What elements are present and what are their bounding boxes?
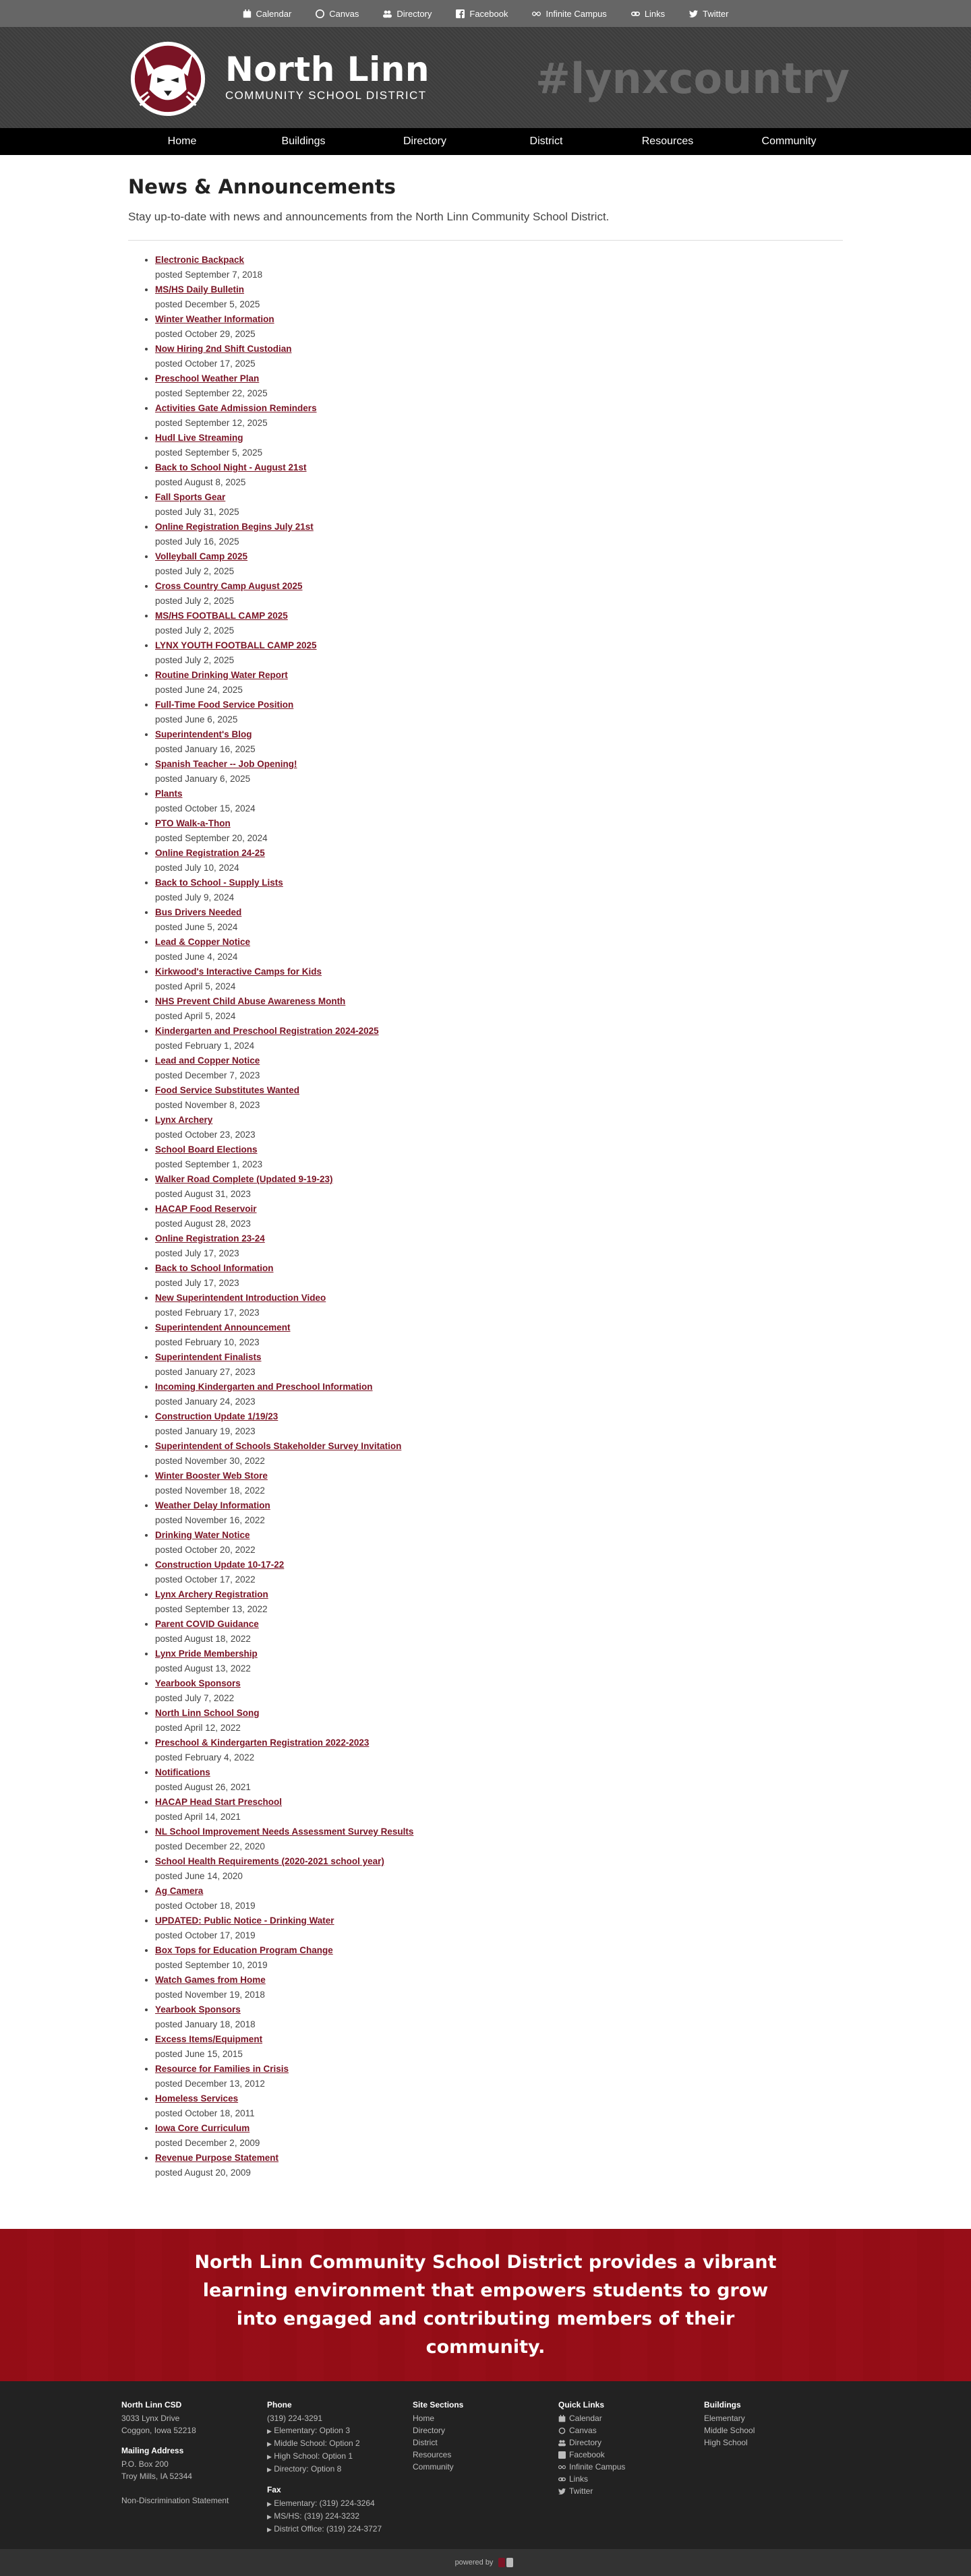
news-item — [155, 549, 843, 579]
news-item — [155, 401, 843, 431]
news-date: posted December 7, 2023 — [155, 1070, 260, 1080]
topbar-link-links[interactable] — [631, 9, 665, 19]
footer-building-link[interactable]: Middle School — [704, 2426, 755, 2435]
footer-site-sections — [413, 2399, 558, 2536]
news-item — [155, 1142, 843, 1172]
news-item — [155, 1736, 843, 1765]
news-title-link[interactable]: • Superintendent Finalists — [155, 1352, 262, 1362]
news-date: posted November 18, 2022 — [155, 1485, 265, 1496]
news-date: posted January 6, 2025 — [155, 774, 251, 784]
news-title-link[interactable]: • Walker Road Complete (Updated 9-19-23) — [155, 1174, 333, 1184]
news-date: posted April 14, 2021 — [155, 1812, 241, 1822]
footer-heading: Fax — [267, 2485, 281, 2494]
news-title-link[interactable]: • Lynx Archery Registration — [155, 1589, 268, 1599]
canvas-icon — [558, 2427, 566, 2434]
school-subtitle: COMMUNITY SCHOOL DISTRICT — [225, 89, 427, 102]
news-title-link[interactable]: • Weather Delay Information — [155, 1500, 270, 1510]
news-item — [155, 1765, 843, 1795]
news-item — [155, 253, 843, 282]
news-title-link[interactable]: • Bus Drivers Needed — [155, 907, 242, 917]
footer-building-link[interactable]: Elementary — [704, 2414, 745, 2423]
footer-heading: Phone — [267, 2400, 292, 2410]
news-date: posted September 12, 2025 — [155, 418, 268, 428]
page-title: News & Announcements — [128, 175, 396, 198]
school-name: North Linn — [225, 50, 430, 89]
news-title-link[interactable]: • Kindergarten and Preschool Registration 2024-2025 — [155, 1026, 379, 1036]
news-item — [155, 1261, 843, 1291]
topbar-link-label: Calendar — [256, 8, 292, 19]
news-item — [155, 460, 843, 490]
news-title-link[interactable]: • HACAP Head Start Preschool — [155, 1797, 283, 1807]
news-item — [155, 2032, 843, 2062]
caret-right-icon: ▶ — [267, 2526, 272, 2533]
calendar-icon — [558, 2415, 566, 2422]
news-title-link[interactable]: • School Board Elections — [155, 1144, 258, 1155]
news-title-link[interactable]: • Parent COVID Guidance — [155, 1619, 259, 1629]
phone-option: ▶ High School: Option 1 — [267, 2451, 353, 2461]
news-item — [155, 698, 843, 727]
mission-banner — [0, 2229, 971, 2381]
nav-item-resources[interactable]: Resources — [641, 135, 694, 147]
topbar-link-label: Directory — [396, 8, 432, 19]
footer-heading: Site Sections — [413, 2400, 464, 2410]
news-date: posted September 13, 2022 — [155, 1604, 268, 1614]
news-title-link[interactable]: • Incoming Kindergarten and Preschool Information — [155, 1382, 373, 1392]
news-date: posted October 17, 2025 — [155, 359, 256, 369]
news-date: posted January 18, 2018 — [155, 2019, 256, 2029]
footer-section-link[interactable]: District — [413, 2438, 438, 2447]
news-title-link[interactable]: • Full-Time Food Service Position — [155, 700, 294, 710]
news-item — [155, 2062, 843, 2091]
phone-option: ▶ Middle School: Option 2 — [267, 2439, 360, 2448]
news-item — [155, 846, 843, 876]
news-item — [155, 727, 843, 757]
news-title-link[interactable]: • Ag Camera — [155, 1886, 204, 1896]
phone-main: (319) 224-3291 — [267, 2414, 323, 2423]
news-date: posted July 7, 2022 — [155, 1693, 235, 1703]
people-icon — [558, 2439, 566, 2447]
news-date: posted July 2, 2025 — [155, 596, 235, 606]
news-title-link[interactable]: • Food Service Substitutes Wanted — [155, 1085, 300, 1095]
news-item — [155, 1884, 843, 1913]
news-title-link[interactable]: • Plants — [155, 789, 183, 799]
news-title-link[interactable]: • Cross Country Camp August 2025 — [155, 581, 303, 591]
news-item — [155, 2002, 843, 2032]
news-date: posted January 19, 2023 — [155, 1426, 256, 1436]
news-date: posted October 18, 2019 — [155, 1901, 256, 1911]
news-date: posted December 5, 2025 — [155, 299, 260, 309]
news-item — [155, 816, 843, 846]
news-title-link[interactable]: • Superintendent Announcement — [155, 1322, 291, 1332]
news-date: posted September 10, 2019 — [155, 1960, 268, 1970]
news-item — [155, 431, 843, 460]
facebook-icon — [558, 2451, 566, 2459]
nav-item-community[interactable]: Community — [761, 135, 817, 147]
news-date: posted August 13, 2022 — [155, 1663, 251, 1674]
news-item — [155, 1973, 843, 2002]
news-item — [155, 1350, 843, 1380]
news-title-link[interactable]: • Homeless Services — [155, 2093, 239, 2104]
footer-heading: North Linn CSD — [121, 2400, 182, 2410]
news-date: posted August 26, 2021 — [155, 1782, 251, 1792]
news-date: posted November 30, 2022 — [155, 1456, 265, 1466]
news-date: posted August 28, 2023 — [155, 1219, 251, 1229]
news-title-link[interactable]: • NHS Prevent Child Abuse Awareness Month — [155, 996, 346, 1006]
caret-right-icon: ▶ — [267, 2513, 272, 2520]
news-title-link[interactable]: • NL School Improvement Needs Assessment Survey Results — [155, 1827, 414, 1837]
news-title-link[interactable]: • Lynx Archery — [155, 1115, 213, 1125]
news-item — [155, 1617, 843, 1647]
news-item — [155, 2151, 843, 2180]
news-item — [155, 787, 843, 816]
news-title-link[interactable]: • Preschool Weather Plan — [155, 373, 260, 384]
twitter-icon — [689, 9, 698, 18]
news-item — [155, 282, 843, 312]
news-title-link[interactable]: • Spanish Teacher -- Job Opening! — [155, 759, 297, 769]
news-date: posted January 27, 2023 — [155, 1367, 256, 1377]
home-logo-link[interactable] — [128, 36, 430, 119]
calendar-icon — [243, 9, 252, 18]
news-date: posted July 17, 2023 — [155, 1248, 239, 1258]
news-title-link[interactable]: • Electronic Backpack — [155, 255, 245, 265]
news-item — [155, 905, 843, 935]
news-item — [155, 1439, 843, 1469]
news-title-link[interactable]: • UPDATED: Public Notice - Drinking Water — [155, 1915, 334, 1926]
news-date: posted October 15, 2024 — [155, 803, 256, 814]
news-date: posted April 5, 2024 — [155, 981, 236, 991]
news-date: posted July 16, 2025 — [155, 536, 239, 547]
fax-line: ▶ Elementary: (319) 224-3264 — [267, 2498, 375, 2508]
news-title-link[interactable]: • Lead and Copper Notice — [155, 1055, 260, 1066]
news-title-link[interactable]: • PTO Walk-a-Thon — [155, 818, 231, 828]
news-item — [155, 1528, 843, 1558]
news-title-link[interactable]: • Preschool & Kindergarten Registration 2022-2023 — [155, 1738, 370, 1748]
hashtag-text: #lynxcountry — [535, 54, 850, 103]
news-title-link[interactable]: • Online Registration Begins July 21st — [155, 522, 314, 532]
news-title-link[interactable]: • Excess Items/Equipment — [155, 2034, 263, 2044]
news-item — [155, 1854, 843, 1884]
news-date: posted November 16, 2022 — [155, 1515, 265, 1525]
news-date: posted June 6, 2025 — [155, 714, 238, 725]
news-date: posted September 5, 2025 — [155, 448, 263, 458]
news-title-link[interactable]: • Lynx Pride Membership — [155, 1649, 258, 1659]
news-date: posted January 24, 2023 — [155, 1397, 256, 1407]
news-item — [155, 1113, 843, 1142]
news-list — [128, 253, 843, 2180]
news-item — [155, 520, 843, 549]
address-line: Troy Mills, IA 52344 — [121, 2472, 192, 2481]
news-title-link[interactable]: • Fall Sports Gear — [155, 492, 226, 502]
address-line: 3033 Lynx Drive — [121, 2414, 180, 2423]
news-title-link[interactable]: • School Health Requirements (2020-2021 school year) — [155, 1856, 384, 1866]
mission-statement: North Linn Community School District provides a vibrant learning environment that empowers students to grow into engaged and contributing members of their community. — [194, 2252, 777, 2358]
news-item — [155, 1053, 843, 1083]
news-item — [155, 1824, 843, 1854]
news-item — [155, 1795, 843, 1824]
news-item — [155, 1024, 843, 1053]
news-date: posted June 4, 2024 — [155, 952, 238, 962]
news-item — [155, 579, 843, 609]
news-date: posted November 8, 2023 — [155, 1100, 260, 1110]
news-title-link[interactable]: • Winter Booster Web Store — [155, 1471, 268, 1481]
news-date: posted November 19, 2018 — [155, 1990, 265, 2000]
news-title-link[interactable]: • Revenue Purpose Statement — [155, 2153, 279, 2163]
nav-item-district[interactable]: District — [529, 135, 563, 147]
news-title-link[interactable]: • Resource for Families in Crisis — [155, 2064, 289, 2074]
footer-heading: Mailing Address — [121, 2446, 184, 2455]
topbar-link-label: Twitter — [703, 8, 729, 19]
news-date: posted July 2, 2025 — [155, 566, 235, 576]
news-date: posted August 8, 2025 — [155, 477, 246, 487]
news-title-link[interactable]: • HACAP Food Reservoir — [155, 1204, 257, 1214]
news-title-link[interactable]: • Box Tops for Education Program Change — [155, 1945, 333, 1955]
link-icon — [558, 2476, 566, 2483]
vendor-logo-icon[interactable] — [498, 2556, 516, 2569]
news-date: posted August 18, 2022 — [155, 1634, 251, 1644]
news-item — [155, 312, 843, 342]
topbar-link-calendar[interactable] — [243, 9, 292, 19]
news-title-link[interactable]: • Superintendent of Schools Stakeholder Survey Invitation — [155, 1441, 402, 1451]
news-title-link[interactable]: • New Superintendent Introduction Video — [155, 1293, 326, 1303]
news-item — [155, 1380, 843, 1409]
news-date: posted September 20, 2024 — [155, 833, 268, 843]
nav-item-home[interactable]: Home — [167, 135, 197, 147]
news-item — [155, 342, 843, 371]
footer-section-link[interactable]: Directory — [413, 2426, 446, 2435]
main-content — [128, 155, 843, 2229]
news-title-link[interactable]: • Hudl Live Streaming — [155, 433, 243, 443]
main-nav — [0, 128, 971, 155]
fax-line: ▶ District Office: (319) 224-3727 — [267, 2524, 382, 2534]
quicklink-calendar[interactable]: Calendar — [558, 2412, 704, 2424]
news-date: posted September 1, 2023 — [155, 1159, 263, 1169]
news-item — [155, 757, 843, 787]
news-title-link[interactable]: • Watch Games from Home — [155, 1975, 266, 1985]
news-date: posted February 1, 2024 — [155, 1041, 255, 1051]
news-title-link[interactable]: • Yearbook Sponsors — [155, 1678, 241, 1688]
news-date: posted October 29, 2025 — [155, 329, 256, 339]
news-date: posted April 12, 2022 — [155, 1723, 241, 1733]
news-title-link[interactable]: • Iowa Core Curriculum — [155, 2123, 250, 2133]
news-date: posted June 15, 2015 — [155, 2049, 243, 2059]
news-date: posted July 2, 2025 — [155, 655, 235, 665]
news-title-link[interactable]: • Back to School Information — [155, 1263, 274, 1273]
lynx-logo — [128, 36, 208, 119]
news-title-link[interactable]: • Yearbook Sponsors — [155, 2004, 241, 2015]
news-item — [155, 1469, 843, 1498]
address-line: Coggon, Iowa 52218 — [121, 2426, 196, 2435]
news-title-link[interactable]: • Back to School - Supply Lists — [155, 878, 283, 888]
news-title-link[interactable]: • Winter Weather Information — [155, 314, 274, 324]
news-date: posted October 18, 2011 — [155, 2108, 255, 2118]
news-title-link[interactable]: • Now Hiring 2nd Shift Custodian — [155, 344, 292, 354]
topbar-link-directory[interactable] — [383, 9, 432, 19]
news-date: posted June 14, 2020 — [155, 1871, 243, 1881]
news-item — [155, 876, 843, 905]
caret-right-icon: ▶ — [267, 2441, 272, 2447]
news-date: posted July 9, 2024 — [155, 892, 235, 902]
news-title-link[interactable]: • Construction Update 10-17-22 — [155, 1560, 285, 1570]
footer-address — [121, 2399, 267, 2536]
footer-buildings — [704, 2399, 850, 2536]
people-icon — [383, 9, 392, 18]
news-item — [155, 1647, 843, 1676]
news-date: posted August 31, 2023 — [155, 1189, 251, 1199]
phone-option: ▶ Elementary: Option 3 — [267, 2426, 350, 2435]
news-item — [155, 1291, 843, 1320]
news-item — [155, 994, 843, 1024]
topbar-link-label: Links — [644, 8, 666, 19]
news-title-link[interactable]: • Construction Update 1/19/23 — [155, 1411, 278, 1421]
news-date: posted October 17, 2022 — [155, 1574, 256, 1585]
news-item — [155, 2121, 843, 2151]
news-title-link[interactable]: • Drinking Water Notice — [155, 1530, 250, 1540]
news-date: posted January 16, 2025 — [155, 744, 256, 754]
news-date: posted October 20, 2022 — [155, 1545, 256, 1555]
news-date: posted December 2, 2009 — [155, 2138, 260, 2148]
news-item — [155, 638, 843, 668]
news-title-link[interactable]: • Routine Drinking Water Report — [155, 670, 288, 680]
link-icon — [631, 9, 640, 18]
news-title-link[interactable]: • Online Registration 24-25 — [155, 848, 265, 858]
non-discrimination-link[interactable]: Non-Discrimination Statement — [121, 2496, 229, 2505]
news-date: posted December 13, 2012 — [155, 2079, 265, 2089]
caret-right-icon: ▶ — [267, 2453, 272, 2460]
news-date: posted February 4, 2022 — [155, 1752, 255, 1762]
news-title-link[interactable]: • MS/HS FOOTBALL CAMP 2025 — [155, 611, 288, 621]
news-date: posted July 10, 2024 — [155, 863, 239, 873]
news-item — [155, 1231, 843, 1261]
site-footer — [0, 2381, 971, 2549]
facebook-icon — [456, 9, 465, 18]
topbar-link-label: Canvas — [329, 8, 359, 19]
news-title-link[interactable]: • Superintendent's Blog — [155, 729, 252, 739]
news-item — [155, 1587, 843, 1617]
news-item — [155, 1558, 843, 1587]
utility-bar — [0, 0, 971, 27]
news-date: posted October 23, 2023 — [155, 1130, 256, 1140]
topbar-link-label: Infinite Campus — [546, 8, 607, 19]
news-date: posted August 20, 2009 — [155, 2168, 251, 2178]
footer-heading: Buildings — [704, 2400, 741, 2410]
news-item — [155, 490, 843, 520]
topbar-link-infinite-campus[interactable] — [532, 9, 606, 19]
news-title-link[interactable]: • Notifications — [155, 1767, 210, 1777]
news-date: posted September 7, 2018 — [155, 270, 263, 280]
news-item — [155, 1320, 843, 1350]
footer-section-link[interactable]: Resources — [413, 2450, 452, 2459]
footer-phone — [267, 2399, 413, 2536]
news-item — [155, 1676, 843, 1706]
footer-building-link[interactable]: High School — [704, 2438, 748, 2447]
news-item — [155, 668, 843, 698]
caret-right-icon: ▶ — [267, 2428, 272, 2434]
footer-section-link[interactable]: Home — [413, 2414, 435, 2423]
news-date: posted July 2, 2025 — [155, 625, 235, 636]
quicklink-facebook[interactable]: Facebook — [558, 2449, 704, 2461]
news-date: posted June 5, 2024 — [155, 922, 238, 932]
divider — [128, 240, 843, 241]
news-date: posted February 17, 2023 — [155, 1308, 260, 1318]
site-header — [0, 27, 971, 128]
news-title-link[interactable]: • North Linn School Song — [155, 1708, 260, 1718]
news-date: posted July 17, 2023 — [155, 1278, 239, 1288]
news-title-link[interactable]: • MS/HS Daily Bulletin — [155, 284, 245, 295]
news-item — [155, 1409, 843, 1439]
quicklink-canvas[interactable]: Canvas — [558, 2424, 704, 2436]
page-intro: Stay up-to-date with news and announcements from the North Linn Community School District. — [128, 210, 610, 223]
quicklink-directory[interactable]: Directory — [558, 2436, 704, 2449]
news-title-link[interactable]: • LYNX YOUTH FOOTBALL CAMP 2025 — [155, 640, 317, 650]
news-date: posted September 22, 2025 — [155, 388, 268, 398]
nav-item-directory[interactable]: Directory — [403, 135, 446, 147]
phone-option: ▶ Directory: Option 8 — [267, 2464, 342, 2474]
topbar-link-label: Facebook — [469, 8, 508, 19]
topbar-link-twitter[interactable] — [689, 9, 728, 19]
news-item — [155, 1083, 843, 1113]
twitter-icon — [558, 2488, 566, 2495]
quicklink-infinite-campus[interactable]: Infinite Campus — [558, 2461, 704, 2473]
news-item — [155, 1172, 843, 1202]
powered-by-bar — [0, 2549, 971, 2576]
news-item — [155, 1498, 843, 1528]
news-title-link[interactable]: • Activities Gate Admission Reminders — [155, 403, 317, 413]
quicklink-twitter[interactable]: Twitter — [558, 2485, 704, 2497]
news-title-link[interactable]: • Volleyball Camp 2025 — [155, 551, 248, 561]
fax-line: ▶ MS/HS: (319) 224-3232 — [267, 2511, 359, 2521]
news-title-link[interactable]: • Lead & Copper Notice — [155, 937, 251, 947]
infinity-icon — [558, 2463, 566, 2471]
news-item — [155, 1913, 843, 1943]
caret-right-icon: ▶ — [267, 2466, 272, 2473]
news-item — [155, 609, 843, 638]
footer-heading: Quick Links — [558, 2400, 605, 2410]
infinity-icon — [532, 9, 541, 18]
quicklink-links[interactable]: Links — [558, 2473, 704, 2485]
nav-item-buildings[interactable]: Buildings — [281, 135, 326, 147]
news-item — [155, 1202, 843, 1231]
topbar-link-canvas[interactable] — [316, 9, 359, 19]
news-date: posted October 17, 2019 — [155, 1930, 256, 1940]
news-date: posted December 22, 2020 — [155, 1841, 265, 1851]
powered-by-text: powered by — [454, 2558, 494, 2567]
news-date: posted July 31, 2025 — [155, 507, 239, 517]
caret-right-icon: ▶ — [267, 2501, 272, 2507]
news-title-link[interactable]: • Kirkwood's Interactive Camps for Kids — [155, 967, 322, 977]
news-title-link[interactable]: • Online Registration 23-24 — [155, 1233, 265, 1244]
canvas-icon — [316, 9, 324, 18]
footer-section-link[interactable]: Community — [413, 2462, 454, 2472]
news-title-link[interactable]: • Back to School Night - August 21st — [155, 462, 307, 472]
news-date: posted February 10, 2023 — [155, 1337, 260, 1347]
news-item — [155, 1943, 843, 1973]
news-item — [155, 1706, 843, 1736]
news-date: posted June 24, 2025 — [155, 685, 243, 695]
news-item — [155, 371, 843, 401]
footer-quick-links — [558, 2399, 704, 2536]
news-item — [155, 2091, 843, 2121]
topbar-link-facebook[interactable] — [456, 9, 508, 19]
news-date: posted April 5, 2024 — [155, 1011, 236, 1021]
news-item — [155, 935, 843, 964]
news-item — [155, 964, 843, 994]
address-line: P.O. Box 200 — [121, 2459, 169, 2469]
